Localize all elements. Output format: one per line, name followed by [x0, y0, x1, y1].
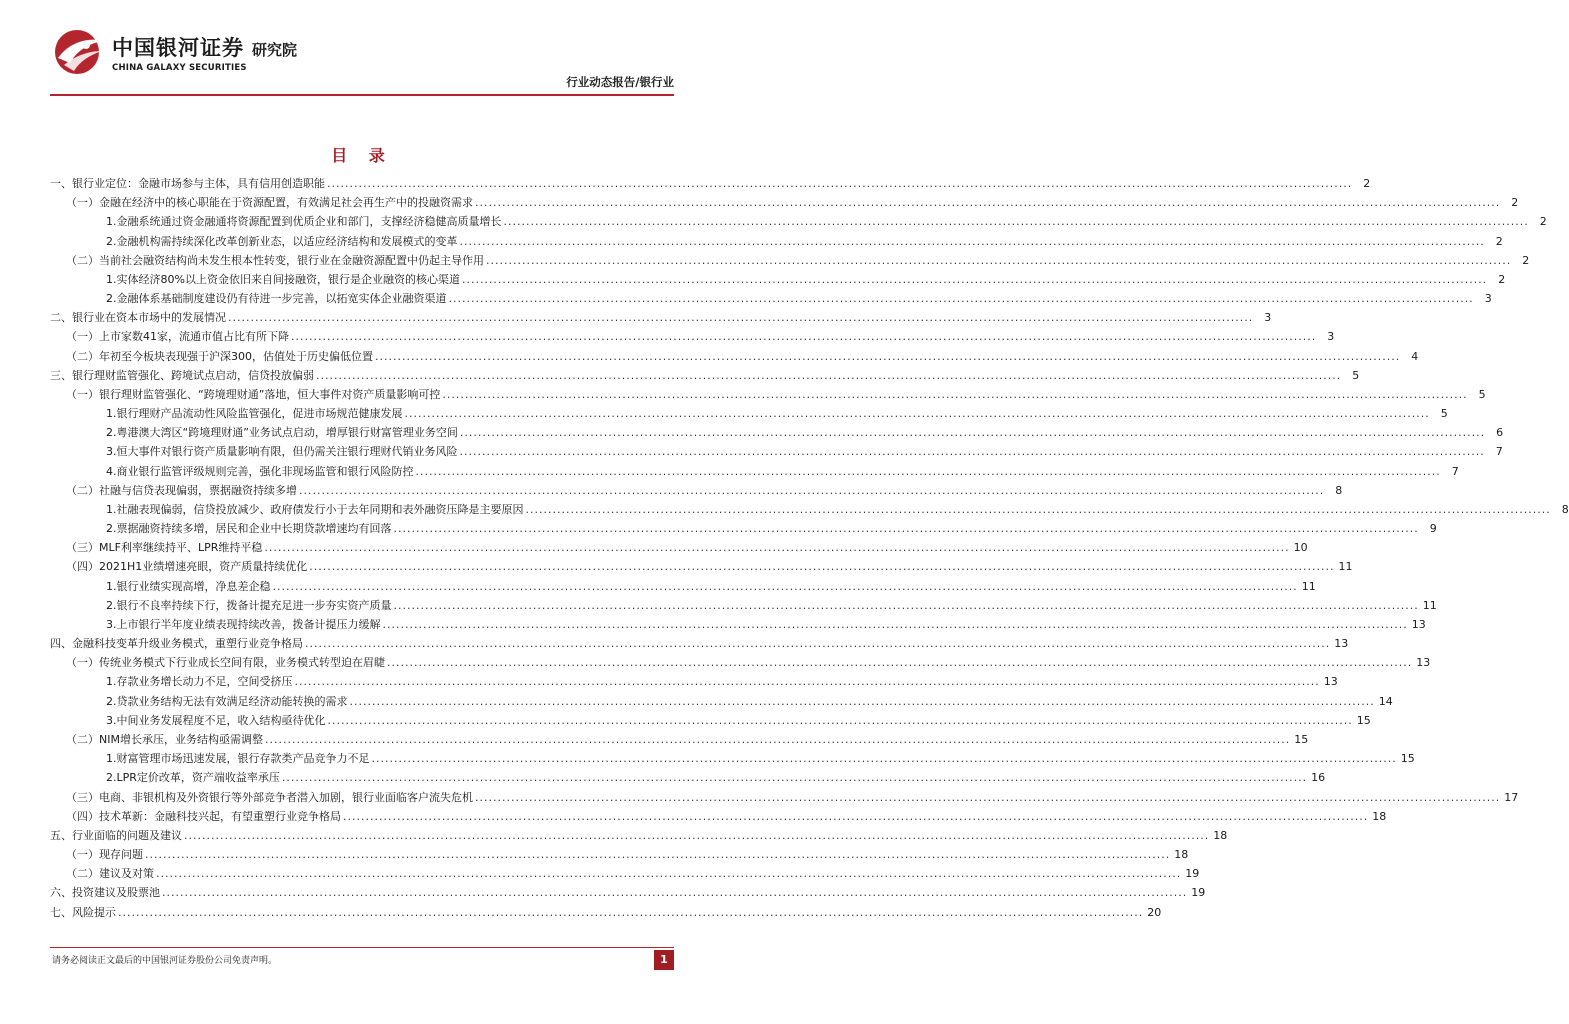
toc-dot-leader — [162, 883, 1187, 902]
disclaimer-text: 请务必阅读正文最后的中国银河证券股份公司免责声明。 — [52, 956, 278, 966]
toc-entry[interactable] — [50, 232, 1503, 251]
toc-title: 目 录 — [331, 146, 393, 165]
toc-dot-leader — [118, 903, 1143, 922]
toc-entry-page: 7 — [1451, 464, 1459, 478]
toc-entry-page: 2 — [1511, 196, 1519, 210]
toc-dot-leader — [228, 308, 1253, 327]
toc-entry-page: 20 — [1147, 905, 1162, 919]
toc-dot-leader — [460, 442, 1485, 461]
toc-dot-leader — [449, 289, 1474, 308]
toc-dot-leader — [327, 174, 1352, 193]
toc-dot-leader — [387, 653, 1412, 672]
toc-entry[interactable] — [50, 366, 1360, 385]
toc-entry[interactable] — [50, 404, 1448, 423]
toc-entry-label: 六、投资建议及股票池 — [50, 886, 160, 900]
toc-entry[interactable] — [50, 634, 1349, 653]
toc-entry-page: 2 — [1498, 272, 1506, 286]
toc-entry[interactable] — [50, 193, 1519, 212]
toc-entry-page: 5 — [1352, 368, 1360, 382]
toc-entry[interactable] — [50, 768, 1326, 787]
toc-entry-label: 2.金融机构需持续深化改革创新业态，以适应经济结构和发展模式的变革 — [106, 234, 458, 248]
toc-entry[interactable] — [50, 308, 1272, 327]
page-number: 1 — [654, 950, 674, 970]
toc-entry-label: 1.实体经济80%以上资金依旧来自间接融资，银行是企业融资的核心渠道 — [106, 272, 460, 286]
page-header — [0, 0, 724, 110]
toc-dot-leader — [475, 788, 1500, 807]
toc-dot-leader — [383, 615, 1408, 634]
toc-entry[interactable] — [50, 442, 1503, 461]
toc-entry-label: （一）金融在经济中的核心职能在于资源配置，有效满足社会再生产中的投融资需求 — [66, 196, 473, 210]
toc-dot-leader — [460, 232, 1485, 251]
toc-entry-page: 5 — [1440, 407, 1448, 421]
toc-dot-leader — [145, 845, 1170, 864]
toc-entry-label: 2.银行不良率持续下行，拨备计提充足进一步夯实资产质量 — [106, 598, 392, 612]
toc-entry[interactable] — [50, 538, 1308, 557]
logo-department: 研究院 — [252, 40, 298, 59]
toc-entry-label: 三、银行理财监管强化、跨境试点启动，信贷投放偏弱 — [50, 368, 314, 382]
toc-dot-leader — [416, 462, 1441, 481]
toc-entry-page: 13 — [1323, 675, 1338, 689]
toc-entry[interactable] — [50, 903, 1162, 922]
toc-entry[interactable] — [50, 212, 1547, 231]
toc-dot-leader — [394, 596, 1419, 615]
toc-entry[interactable] — [50, 711, 1371, 730]
toc-dot-leader — [156, 864, 1181, 883]
toc-entry-label: 3.中间业务发展程度不足，收入结构亟待优化 — [106, 713, 326, 727]
toc-entry[interactable] — [50, 845, 1189, 864]
toc-entry-label: （二）年初至今板块表现强于沪深300，估值处于历史偏低位置 — [66, 349, 373, 363]
toc-entry-page: 13 — [1411, 617, 1426, 631]
toc-dot-leader — [526, 500, 1551, 519]
toc-entry-page: 15 — [1294, 732, 1309, 746]
toc-entry-label: 1.金融系统通过资金融通将资源配置到优质企业和部门，支撑经济稳健高质量增长 — [106, 215, 502, 229]
toc-entry-label: 1.银行理财产品流动性风险监管强化，促进市场规范健康发展 — [106, 407, 403, 421]
toc-entry-page: 3 — [1484, 292, 1492, 306]
toc-dot-leader — [350, 692, 1375, 711]
toc-entry-label: （二）社融与信贷表现偏弱，票据融资持续多增 — [66, 483, 297, 497]
toc-dot-leader — [299, 481, 1324, 500]
toc-dot-leader — [265, 730, 1290, 749]
toc-entry[interactable] — [50, 270, 1506, 289]
toc-entry-label: 五、行业面临的问题及建议 — [50, 828, 182, 842]
toc-entry[interactable] — [50, 692, 1393, 711]
toc-entry[interactable] — [50, 577, 1316, 596]
toc-entry[interactable] — [50, 788, 1519, 807]
toc-dot-leader — [316, 366, 1341, 385]
toc-entry-page: 19 — [1191, 886, 1206, 900]
toc-entry-label: （四）技术革新：金融科技兴起，有望重塑行业竞争格局 — [66, 809, 341, 823]
toc-entry-page: 17 — [1504, 790, 1519, 804]
toc-entry-page: 3 — [1327, 330, 1335, 344]
toc-entry[interactable] — [50, 730, 1309, 749]
toc-entry[interactable] — [50, 347, 1419, 366]
toc-entry[interactable] — [50, 826, 1228, 845]
toc-dot-leader — [343, 807, 1368, 826]
table-of-contents — [50, 174, 1569, 922]
toc-entry-page: 2 — [1363, 177, 1371, 190]
logo-english-name: CHINA GALAXY SECURITIES — [112, 62, 247, 73]
toc-dot-leader — [375, 347, 1400, 366]
logo-company-name: 中国银河证券 — [112, 35, 244, 60]
toc-entry-page: 18 — [1174, 848, 1189, 862]
toc-dot-leader — [405, 404, 1430, 423]
toc-entry-label: 3.恒大事件对银行资产质量影响有限，但仍需关注银行理财代销业务风险 — [106, 445, 458, 459]
toc-entry[interactable] — [50, 500, 1569, 519]
toc-entry-label: 3.上市银行半年度业绩表现持续改善，拨备计提压力缓解 — [106, 617, 381, 631]
toc-entry-label: （一）传统业务模式下行业成长空间有限，业务模式转型迫在眉睫 — [66, 656, 385, 670]
toc-dot-leader — [273, 577, 1298, 596]
toc-entry-page: 2 — [1495, 234, 1503, 248]
toc-entry-page: 13 — [1334, 637, 1349, 651]
toc-dot-leader — [475, 193, 1500, 212]
toc-entry[interactable] — [50, 423, 1504, 442]
toc-entry-label: 二、银行业在资本市场中的发展情况 — [50, 311, 226, 325]
toc-entry-page: 11 — [1338, 560, 1353, 574]
toc-entry-page: 9 — [1429, 522, 1437, 536]
toc-entry[interactable] — [50, 462, 1459, 481]
toc-dot-leader — [282, 768, 1307, 787]
toc-entry[interactable] — [50, 481, 1343, 500]
toc-entry-label: （一）上市家数41家，流通市值占比有所下降 — [66, 330, 289, 344]
toc-entry[interactable] — [50, 596, 1437, 615]
company-logo — [50, 26, 297, 78]
toc-entry-page: 11 — [1301, 579, 1316, 593]
toc-dot-leader — [328, 711, 1353, 730]
toc-dot-leader — [442, 385, 1467, 404]
toc-entry-page: 14 — [1378, 694, 1393, 708]
toc-entry-label: 1.存款业务增长动力不足，空间受挤压 — [106, 675, 293, 689]
toc-entry[interactable] — [50, 653, 1431, 672]
toc-dot-leader — [504, 212, 1529, 231]
toc-entry[interactable] — [50, 557, 1353, 576]
toc-dot-leader — [291, 327, 1316, 346]
toc-entry-page: 4 — [1411, 349, 1419, 363]
toc-entry-page: 18 — [1213, 828, 1228, 842]
toc-entry-page: 18 — [1372, 809, 1387, 823]
toc-entry[interactable] — [50, 251, 1530, 270]
toc-entry[interactable] — [50, 864, 1200, 883]
toc-entry-label: 1.财富管理市场迅速发展，银行存款类产品竞争力不足 — [106, 752, 370, 766]
toc-entry-label: （三）MLF利率继续持平、LPR维持平稳 — [66, 541, 263, 555]
toc-dot-leader — [394, 519, 1419, 538]
toc-entry-page: 6 — [1496, 426, 1504, 440]
header-divider — [50, 94, 674, 96]
toc-entry-label: （三）电商、非银机构及外资银行等外部竞争者潜入加剧，银行业面临客户流失危机 — [66, 790, 473, 804]
toc-entry[interactable] — [50, 883, 1206, 902]
toc-entry-label: 2.贷款业务结构无法有效满足经济动能转换的需求 — [106, 694, 348, 708]
toc-entry-label: 1.银行业绩实现高增，净息差企稳 — [106, 579, 271, 593]
toc-entry-page: 3 — [1264, 311, 1272, 325]
galaxy-logo-icon — [50, 27, 108, 77]
toc-dot-leader — [264, 538, 1289, 557]
report-type-label: 行业动态报告/银行业 — [566, 75, 674, 89]
toc-entry-label: 2.LPR定价改革，资产端收益率承压 — [106, 771, 280, 785]
toc-entry-label: 一、银行业定位：金融市场参与主体，具有信用创造职能 — [50, 177, 325, 190]
toc-entry-page: 13 — [1416, 656, 1431, 670]
toc-entry-page: 10 — [1293, 541, 1308, 555]
toc-entry-page: 11 — [1422, 598, 1437, 612]
toc-entry[interactable] — [50, 615, 1426, 634]
toc-entry-label: （二）建议及对策 — [66, 867, 154, 881]
toc-dot-leader — [295, 672, 1320, 691]
toc-entry-page: 2 — [1522, 253, 1530, 267]
toc-dot-leader — [486, 251, 1511, 270]
toc-entry-page: 8 — [1335, 483, 1343, 497]
toc-entry-page: 15 — [1400, 752, 1415, 766]
toc-entry-label: 2.票据融资持续多增，居民和企业中长期贷款增速均有回落 — [106, 522, 392, 536]
toc-entry-label: （二）当前社会融资结构尚未发生根本性转变，银行业在金融资源配置中仍起主导作用 — [66, 253, 484, 267]
toc-entry-label: 七、风险提示 — [50, 905, 116, 919]
toc-entry-label: 2.金融体系基础制度建设仍有待进一步完善，以拓宽实体企业融资渠道 — [106, 292, 447, 306]
toc-entry-label: （一）现存问题 — [66, 848, 143, 862]
toc-entry-label: 四、金融科技变革升级业务模式，重塑行业竞争格局 — [50, 637, 303, 651]
toc-entry-page: 8 — [1561, 502, 1569, 516]
toc-entry-page: 5 — [1478, 387, 1486, 401]
toc-dot-leader — [462, 270, 1487, 289]
toc-entry[interactable] — [50, 749, 1415, 768]
toc-entry-page: 16 — [1311, 771, 1326, 785]
toc-entry-page: 2 — [1539, 215, 1547, 229]
toc-entry-label: （一）银行理财监管强化、“跨境理财通”落地，恒大事件对资产质量影响可控 — [66, 387, 441, 401]
toc-entry-page: 7 — [1495, 445, 1503, 459]
toc-entry[interactable] — [50, 289, 1492, 308]
footer-divider — [50, 947, 674, 948]
toc-entry-page: 15 — [1356, 713, 1371, 727]
toc-dot-leader — [309, 557, 1334, 576]
toc-dot-leader — [372, 749, 1397, 768]
toc-entry-label: 2.粤港澳大湾区“跨境理财通”业务试点启动，增厚银行财富管理业务空间 — [106, 426, 458, 440]
toc-entry[interactable] — [50, 672, 1338, 691]
toc-entry-page: 19 — [1185, 867, 1200, 881]
toc-entry-label: （四）2021H1业绩增速亮眼，资产质量持续优化 — [66, 560, 308, 574]
toc-entry[interactable] — [50, 385, 1486, 404]
toc-dot-leader — [305, 634, 1330, 653]
toc-entry-label: 1.社融表现偏弱，信贷投放减少、政府债发行小于去年同期和表外融资压降是主要原因 — [106, 502, 524, 516]
toc-entry[interactable] — [50, 807, 1387, 826]
toc-dot-leader — [460, 423, 1485, 442]
toc-entry-label: 4.商业银行监管评级规则完善，强化非现场监管和银行风险防控 — [106, 464, 414, 478]
toc-entry[interactable] — [50, 174, 1371, 193]
toc-entry-label: （二）NIM增长承压，业务结构亟需调整 — [66, 732, 263, 746]
toc-entry[interactable] — [50, 519, 1437, 538]
toc-entry[interactable] — [50, 327, 1335, 346]
toc-dot-leader — [184, 826, 1209, 845]
